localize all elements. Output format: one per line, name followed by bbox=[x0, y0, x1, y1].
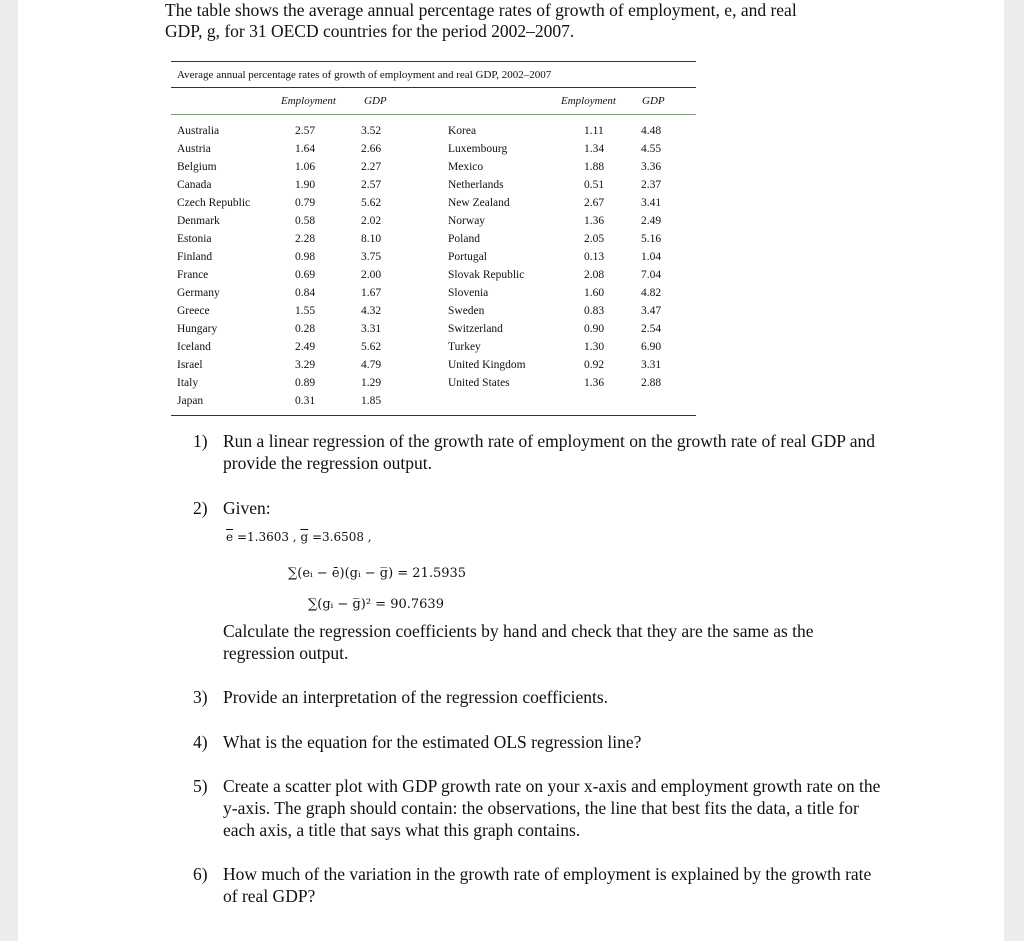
country-cell: Switzerland bbox=[448, 323, 503, 335]
gdp-cell: 3.52 bbox=[361, 125, 382, 137]
employment-cell: 1.36 bbox=[584, 377, 605, 389]
intro-paragraph bbox=[165, 0, 885, 42]
country-cell: United Kingdom bbox=[448, 359, 526, 371]
employment-cell: 0.98 bbox=[295, 251, 316, 263]
country-cell: Slovenia bbox=[448, 287, 489, 299]
gdp-cell: 8.10 bbox=[361, 233, 382, 245]
table-header bbox=[171, 88, 696, 114]
header-gdp-2: GDP bbox=[642, 95, 665, 107]
country-cell: Iceland bbox=[177, 341, 211, 353]
country-cell: Luxembourg bbox=[448, 143, 508, 155]
table-row bbox=[171, 179, 696, 197]
country-cell: Finland bbox=[177, 251, 213, 263]
employment-cell: 0.51 bbox=[584, 179, 605, 191]
gdp-cell: 1.29 bbox=[361, 377, 382, 389]
employment-cell: 3.29 bbox=[295, 359, 316, 371]
country-cell: Belgium bbox=[177, 161, 217, 173]
employment-cell: 1.88 bbox=[584, 161, 605, 173]
table-row bbox=[171, 161, 696, 179]
employment-cell: 0.13 bbox=[584, 251, 605, 263]
table-row bbox=[171, 215, 696, 233]
employment-cell: 2.67 bbox=[584, 197, 605, 209]
table-row bbox=[171, 251, 696, 269]
gdp-cell: 2.00 bbox=[361, 269, 382, 281]
employment-cell: 2.57 bbox=[295, 125, 316, 137]
country-cell: Estonia bbox=[177, 233, 212, 245]
gdp-cell: 3.75 bbox=[361, 251, 382, 263]
employment-cell: 1.90 bbox=[295, 179, 316, 191]
table-row bbox=[171, 341, 696, 359]
country-cell: Mexico bbox=[448, 161, 484, 173]
gdp-cell: 4.48 bbox=[641, 125, 662, 137]
country-cell: Poland bbox=[448, 233, 480, 245]
gdp-cell: 2.27 bbox=[361, 161, 382, 173]
table-row bbox=[171, 197, 696, 215]
gdp-cell: 5.62 bbox=[361, 197, 382, 209]
gdp-cell: 2.54 bbox=[641, 323, 662, 335]
table-row bbox=[171, 143, 696, 161]
gdp-cell: 2.57 bbox=[361, 179, 382, 191]
employment-cell: 0.92 bbox=[584, 359, 605, 371]
gdp-cell: 5.16 bbox=[641, 233, 662, 245]
country-cell: Czech Republic bbox=[177, 197, 251, 209]
country-cell: Denmark bbox=[177, 215, 220, 227]
employment-cell: 1.06 bbox=[295, 161, 316, 173]
gdp-cell: 3.47 bbox=[641, 305, 662, 317]
country-cell: Germany bbox=[177, 287, 220, 299]
given-means: $\overline{e} =1.3603$ , $\overline{g} =3.6508$ , bbox=[226, 530, 372, 544]
gdp-cell: 7.04 bbox=[641, 269, 662, 281]
gdp-cell: 1.04 bbox=[641, 251, 662, 263]
employment-cell: 0.28 bbox=[295, 323, 316, 335]
country-cell: New Zealand bbox=[448, 197, 510, 209]
employment-cell: 1.55 bbox=[295, 305, 316, 317]
gdp-cell: 4.79 bbox=[361, 359, 382, 371]
gdp-cell: 3.31 bbox=[641, 359, 662, 371]
country-cell: Austria bbox=[177, 143, 211, 155]
table-row bbox=[171, 359, 696, 377]
gdp-cell: 3.41 bbox=[641, 197, 662, 209]
table-row bbox=[171, 395, 696, 413]
table-row bbox=[171, 269, 696, 287]
table-row bbox=[171, 377, 696, 395]
intro-line-1: The table shows the average annual percentage rates of growth of employment, e, and real bbox=[165, 0, 797, 20]
gdp-cell: 5.62 bbox=[361, 341, 382, 353]
country-cell: Canada bbox=[177, 179, 212, 191]
intro-line-2: GDP, g, for 31 OECD countries for the period 2002–2007. bbox=[165, 21, 575, 41]
gdp-cell: 6.90 bbox=[641, 341, 662, 353]
gdp-cell: 2.66 bbox=[361, 143, 382, 155]
header-employment-1: Employment bbox=[281, 95, 336, 107]
country-cell: France bbox=[177, 269, 209, 281]
employment-cell: 2.05 bbox=[584, 233, 605, 245]
gdp-cell: 3.31 bbox=[361, 323, 382, 335]
gdp-cell: 2.02 bbox=[361, 215, 382, 227]
country-cell: Slovak Republic bbox=[448, 269, 525, 281]
employment-cell: 0.31 bbox=[295, 395, 316, 407]
country-cell: Netherlands bbox=[448, 179, 504, 191]
employment-cell: 0.58 bbox=[295, 215, 316, 227]
gdp-cell: 4.32 bbox=[361, 305, 382, 317]
employment-cell: 0.89 bbox=[295, 377, 316, 389]
country-cell: Italy bbox=[177, 377, 199, 389]
gdp-cell: 1.85 bbox=[361, 395, 382, 407]
employment-cell: 1.36 bbox=[584, 215, 605, 227]
employment-cell: 2.08 bbox=[584, 269, 605, 281]
country-cell: Korea bbox=[448, 125, 477, 137]
data-table bbox=[171, 61, 696, 416]
employment-cell: 0.83 bbox=[584, 305, 605, 317]
country-cell: Hungary bbox=[177, 323, 218, 335]
employment-cell: 1.11 bbox=[584, 125, 604, 137]
employment-cell: 0.69 bbox=[295, 269, 316, 281]
header-employment-2: Employment bbox=[561, 95, 616, 107]
given-sum-cross: ∑(eᵢ − ē)(gᵢ − g̅) = 21.5935 bbox=[288, 566, 467, 581]
gdp-cell: 2.49 bbox=[641, 215, 662, 227]
employment-cell: 1.64 bbox=[295, 143, 316, 155]
gdp-cell: 2.37 bbox=[641, 179, 662, 191]
gdp-cell: 4.55 bbox=[641, 143, 662, 155]
gdp-cell: 2.88 bbox=[641, 377, 662, 389]
table-row bbox=[171, 305, 696, 323]
table-row bbox=[171, 287, 696, 305]
employment-cell: 2.49 bbox=[295, 341, 316, 353]
employment-cell: 0.79 bbox=[295, 197, 316, 209]
gdp-cell: 4.82 bbox=[641, 287, 662, 299]
employment-cell: 1.60 bbox=[584, 287, 605, 299]
given-sum-squares: ∑(gᵢ − g̅)² = 90.7639 bbox=[308, 597, 444, 612]
country-cell: Greece bbox=[177, 305, 210, 317]
country-cell: Israel bbox=[177, 359, 203, 371]
employment-cell: 1.34 bbox=[584, 143, 605, 155]
document-page: The table shows the average annual percentage rates of growth of employment, e, and real GDP, g, for 31 OECD countries for the period 2002–2007. Average annual percentage rates of growth of employment and real GDP, 2002–2007 Employment GDP Employment GDP Australia 2.57 3.52 Korea 1.11 4.48 Austria 1.64 2.66 Luxembourg 1.34 4.55 Belgium 1.06 2.27 Mexico 1.88 3.36 Canada 1.90 2.57 Netherlands 0.51 2.37 Czech Republic 0.79 5.62 New Zealand 2.67 3.41 Denmark 0.58 2.02 Norway 1.36 2.49 Estonia 2.28 8.10 Poland 2.05 5.16 Finland 0.98 3.75 Portugal 0.13 1.04 France 0.69 2.00 Slovak Republic 2.08 7.04 Germany 0.84 1.67 Slovenia 1.60 4.82 Greece 1.55 4.32 Sweden 0.83 3.47 Hungary 0.28 3.31 Switzerland 0.90 2.54 Iceland 2.49 5.62 Turkey 1.30 6.90 Israel 3.29 4.79 United Kingdom 0.92 3.31 Italy 0.89 1.29 United States 1.36 2.88 Japan 0.31 1.85 1) Run a linear regression of the growth rate of employment on the growth rate of real GDP and provide the regression output. 2) Given: $\overline{e} =1.3603$ , $\overline{g} =3.6508$ , ∑(eᵢ − ē)(gᵢ − g̅) = 21.5935 ∑(gᵢ − g̅)² = 90.7639 Calculate the regression coefficients by hand and check that they are the same as the regression output. 3) Provide an interpretation of the regression coefficients. 4) What is the equation for the estimated OLS regression line? 5) Create a scatter plot with GDP growth rate on your x-axis and employment growth rate on the y-axis. The graph should contain: the observations, the line that best fits the data, a title for each axis, a title that says what this graph contains. 6) How much of the variation in the growth rate of employment is explained by the growth rate of real GDP? bbox=[18, 0, 1004, 941]
table-caption: Average annual percentage rates of growth of employment and real GDP, 2002–2007 bbox=[177, 69, 552, 81]
table-row bbox=[171, 323, 696, 341]
table-row bbox=[171, 125, 696, 143]
table-body bbox=[171, 125, 696, 413]
gdp-cell: 1.67 bbox=[361, 287, 382, 299]
country-cell: United States bbox=[448, 377, 510, 389]
country-cell: Turkey bbox=[448, 341, 481, 353]
country-cell: Australia bbox=[177, 125, 220, 137]
country-cell: Portugal bbox=[448, 251, 487, 263]
employment-cell: 1.30 bbox=[584, 341, 605, 353]
table-row bbox=[171, 233, 696, 251]
country-cell: Sweden bbox=[448, 305, 485, 317]
header-gdp-1: GDP bbox=[364, 95, 387, 107]
employment-cell: 2.28 bbox=[295, 233, 316, 245]
country-cell: Norway bbox=[448, 215, 486, 227]
employment-cell: 0.84 bbox=[295, 287, 316, 299]
employment-cell: 0.90 bbox=[584, 323, 605, 335]
country-cell: Japan bbox=[177, 395, 204, 407]
gdp-cell: 3.36 bbox=[641, 161, 662, 173]
